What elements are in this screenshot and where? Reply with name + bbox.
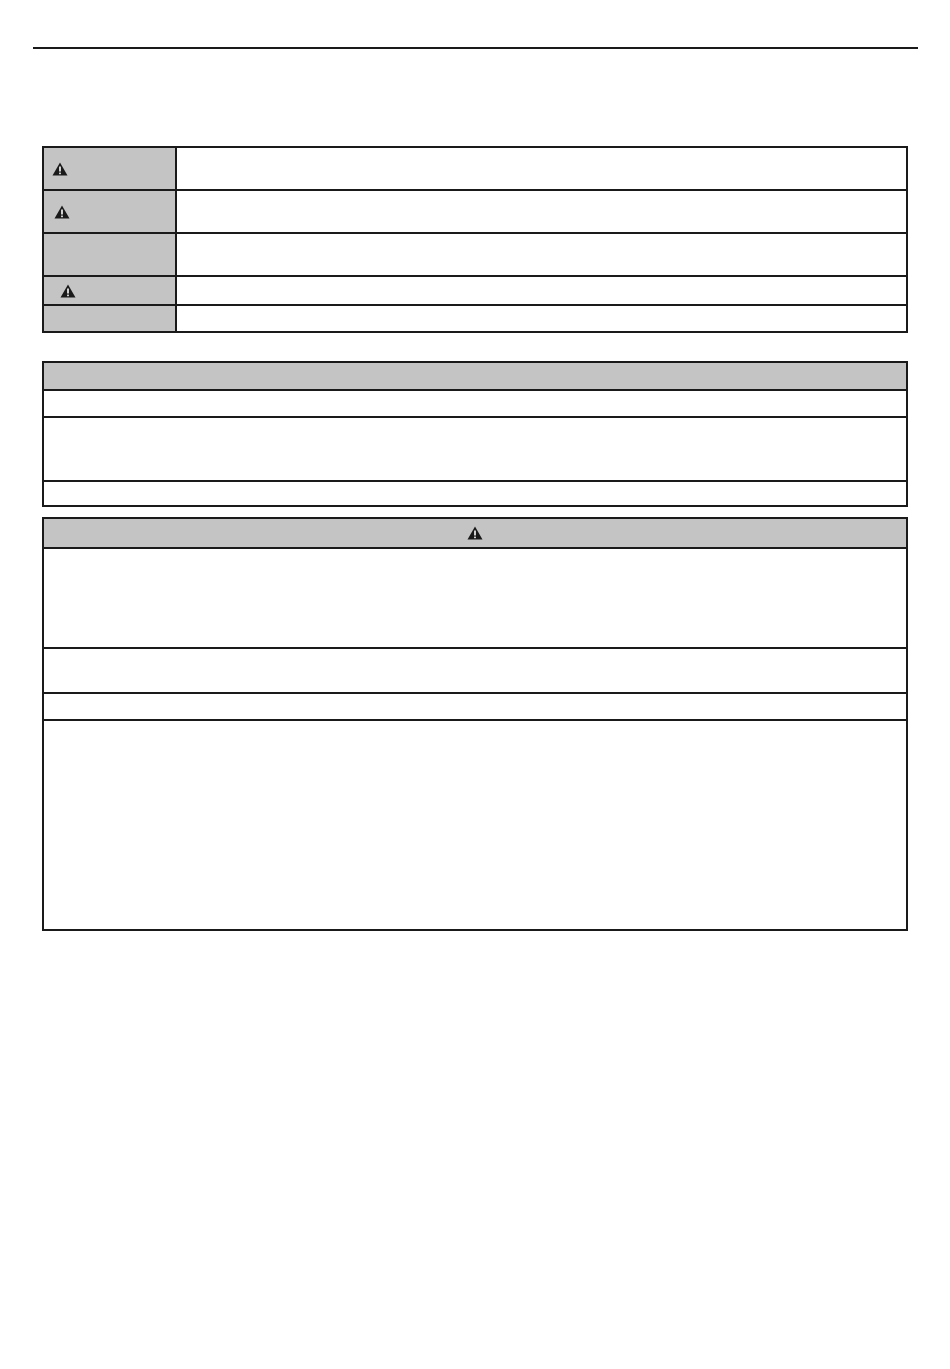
- warning-triangle-icon: [52, 162, 68, 176]
- warning-box-header: [44, 519, 906, 549]
- info-box-row: [44, 418, 906, 482]
- hazard-level-label: [44, 191, 177, 232]
- hazard-level-description: [177, 191, 906, 232]
- info-box: [42, 361, 908, 507]
- warning-box: [42, 517, 908, 931]
- hazard-level-row: [44, 306, 906, 331]
- warning-box-row: [44, 694, 906, 721]
- warning-triangle-icon: [54, 205, 70, 219]
- warning-box-row: [44, 649, 906, 694]
- info-box-row: [44, 482, 906, 505]
- info-box-header: [44, 363, 906, 391]
- hazard-level-description: [177, 277, 906, 304]
- hazard-level-label: [44, 277, 177, 304]
- hazard-level-description: [177, 234, 906, 275]
- hazard-level-row: [44, 191, 906, 234]
- hazard-level-description: [177, 148, 906, 189]
- warning-triangle-icon: [60, 284, 76, 298]
- top-horizontal-rule: [33, 47, 918, 49]
- hazard-levels-table: [42, 146, 908, 333]
- hazard-level-label: [44, 148, 177, 189]
- warning-box-row: [44, 721, 906, 929]
- hazard-level-row: [44, 234, 906, 277]
- warning-box-row: [44, 549, 906, 649]
- info-box-row: [44, 391, 906, 418]
- hazard-level-description: [177, 306, 906, 331]
- hazard-level-label: [44, 234, 177, 275]
- hazard-level-row: [44, 148, 906, 191]
- warning-triangle-icon: [467, 526, 483, 540]
- hazard-level-row: [44, 277, 906, 306]
- hazard-level-label: [44, 306, 177, 331]
